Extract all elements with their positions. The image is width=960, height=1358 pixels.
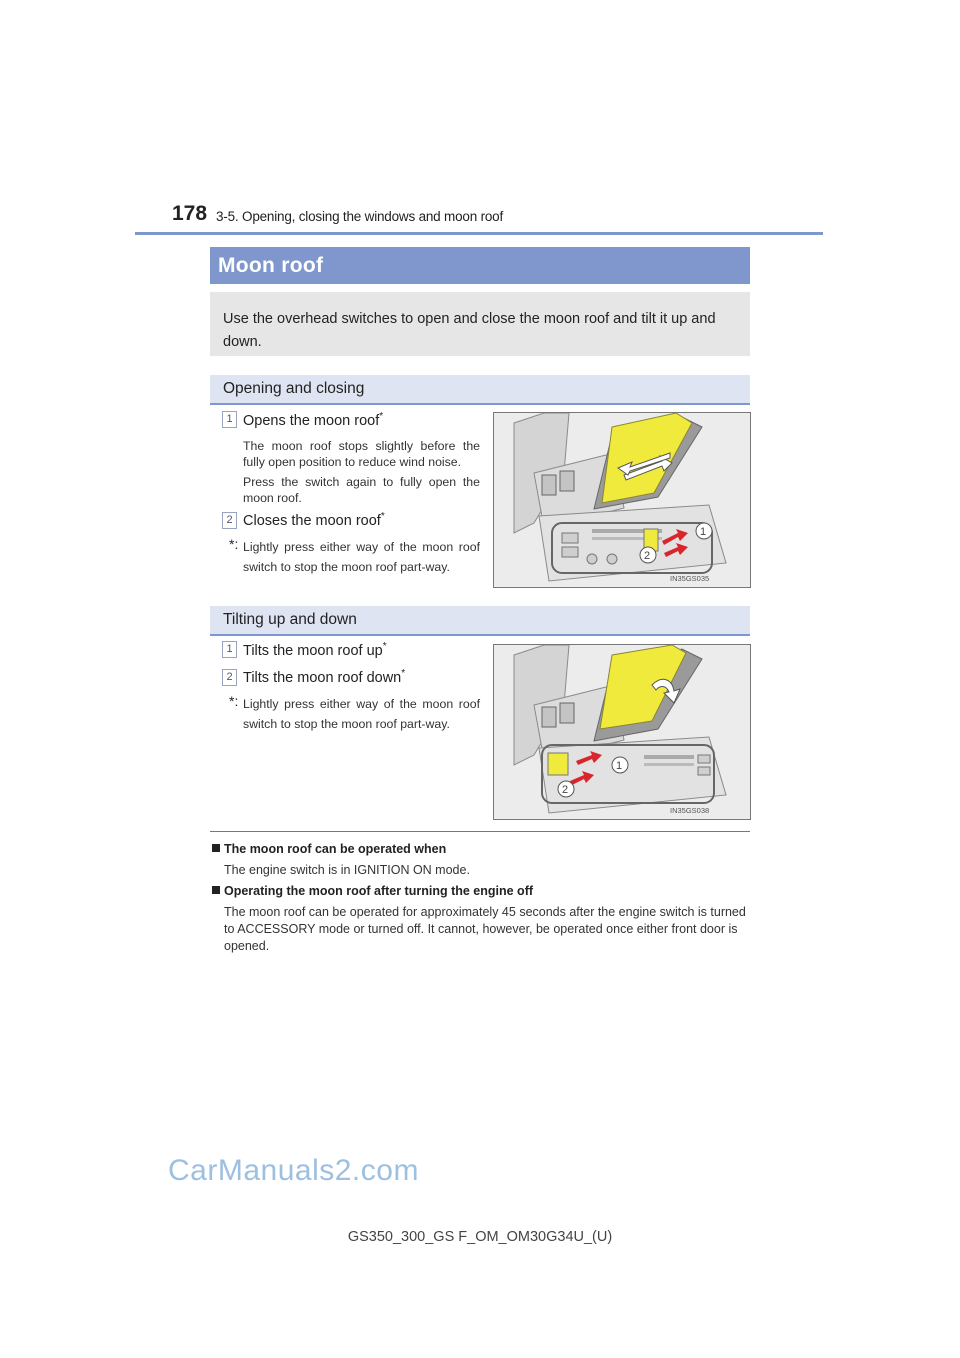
- item-badge: 2: [222, 669, 237, 686]
- tilting-heading-bar: [210, 606, 750, 636]
- opening-figure: [493, 412, 751, 588]
- document-code: GS350_300_GS F_OM_OM30G34U_(U): [347, 1229, 613, 1245]
- page-number: 178: [172, 202, 208, 225]
- page-title: Moon roof: [218, 254, 324, 277]
- tilting-footnote: Lightly press either way of the moon roof switch to stop the moon roof part-way.: [243, 697, 480, 731]
- tilting-figure-code: IN35GS038: [670, 806, 710, 815]
- section-title: 3-5. Opening, closing the windows and moon roof: [216, 209, 504, 224]
- opening-desc-1: The moon roof stops slightly before the fully open position to reduce wind noise.: [243, 439, 480, 469]
- bullet-square-icon: [212, 886, 220, 894]
- opening-heading-bar: [210, 375, 750, 405]
- watermark: CarManuals2.com: [168, 1154, 419, 1187]
- intro-box: [210, 292, 750, 356]
- note-body: The engine switch is in IGNITION ON mode.: [224, 863, 470, 877]
- opening-desc-2: Press the switch again to fully open the moon roof.: [243, 475, 480, 505]
- note-heading: Operating the moon roof after turning the engine off: [212, 884, 533, 898]
- page-title-bar: [210, 247, 750, 284]
- item-badge: 2: [222, 512, 237, 529]
- opening-footnote: Lightly press either way of the moon roof switch to stop the moon roof part-way.: [243, 540, 480, 574]
- opening-callout-1: 1: [700, 526, 707, 538]
- tilts-up-label: Tilts the moon roof up*: [243, 641, 387, 659]
- footnote-star: *:: [229, 536, 239, 552]
- note-body: The moon roof can be operated for approximately 45 seconds after the engine switch is turned to ACCESSORY mode or turned off. It cannot, however, be operated once either front door is opened.: [224, 905, 746, 953]
- footnote-star: *:: [229, 693, 239, 709]
- tilting-callout-2: 2: [562, 784, 569, 796]
- tilts-down-label: Tilts the moon roof down*: [243, 668, 406, 686]
- bullet-square-icon: [212, 844, 220, 852]
- notes-divider: [210, 831, 750, 832]
- tilting-heading: Tilting up and down: [223, 611, 357, 628]
- tilting-figure: [493, 644, 751, 820]
- opening-figure-code: IN35GS035: [670, 574, 710, 583]
- tilting-callout-1: 1: [616, 760, 623, 772]
- closes-moon-roof-label: Closes the moon roof*: [243, 511, 385, 529]
- intro-text: Use the overhead switches to open and close the moon roof and tilt it up and down.: [223, 311, 716, 350]
- opens-moon-roof-label: Opens the moon roof*: [243, 411, 384, 429]
- item-badge: 1: [222, 641, 237, 658]
- opening-callout-2: 2: [644, 550, 651, 562]
- item-badge: 1: [222, 411, 237, 428]
- header-rule: [135, 232, 823, 235]
- note-heading: The moon roof can be operated when: [212, 842, 446, 856]
- opening-heading: Opening and closing: [223, 380, 365, 397]
